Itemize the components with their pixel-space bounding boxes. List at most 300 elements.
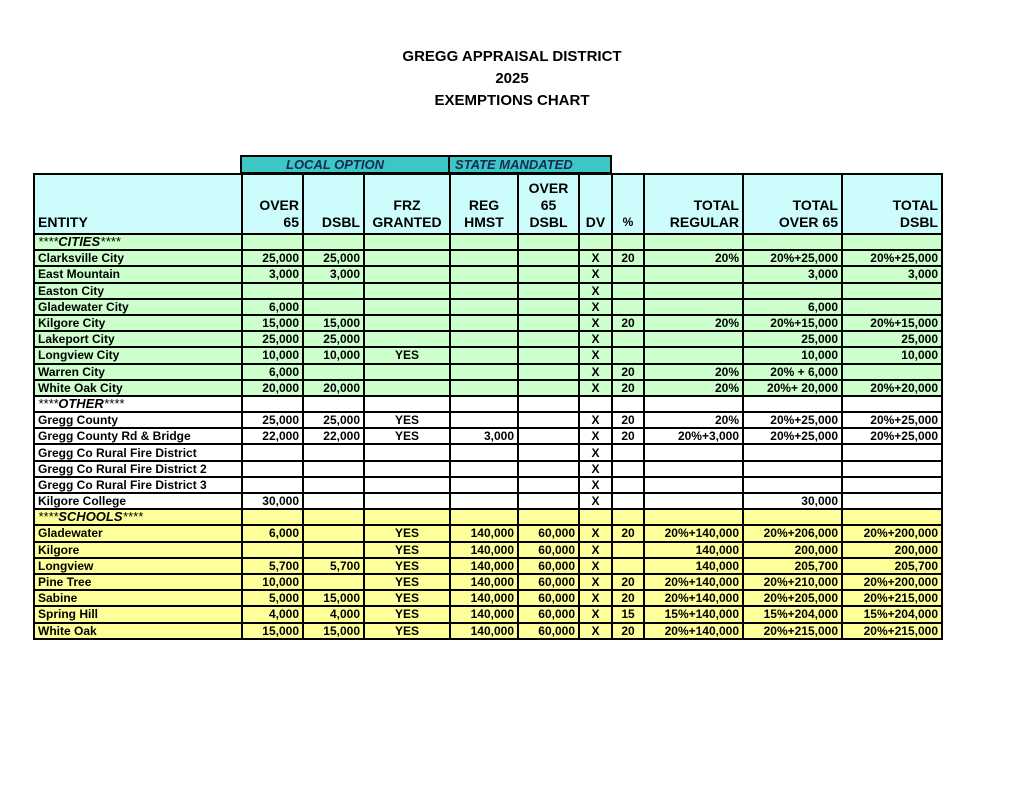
header-frz-granted [364,174,450,234]
cell-total-regular [644,347,743,363]
cell-over65-dsbl [518,331,579,347]
section-label-text: CITIES [58,234,101,250]
cell-frz [364,266,450,282]
cell-total-dsbl: 20%+200,000 [842,574,942,590]
cell-dsbl [303,493,364,509]
header-row [34,174,942,234]
local-option-band: LOCAL OPTION [240,155,450,174]
cell-frz [364,299,450,315]
empty-cell [450,234,518,250]
section-label-suffix: **** [122,509,143,525]
header-over65-dsbl [518,174,579,234]
cell-total-dsbl: 205,700 [842,558,942,574]
state-mandated-band: STATE MANDATED [448,155,612,174]
cell-total-regular [644,283,743,299]
cell-frz [364,364,450,380]
cell-total-dsbl: 20%+215,000 [842,590,942,606]
cell-entity: Easton City [34,283,242,299]
cell-total-regular [644,444,743,460]
cell-dsbl [303,574,364,590]
cell-pct [612,331,644,347]
cell-dv: X [579,623,612,639]
header-frz-line1: FRZ [393,197,421,213]
cell-frz [364,331,450,347]
cell-total-dsbl [842,461,942,477]
empty-cell [743,396,842,412]
header-o65d-line1: OVER [528,180,569,196]
cell-frz: YES [364,347,450,363]
table-row [34,250,942,266]
cell-dv: X [579,315,612,331]
header-over65 [242,174,303,234]
cell-total-regular [644,461,743,477]
cell-entity: Pine Tree [34,574,242,590]
cell-pct [612,477,644,493]
header-entity: ENTITY [34,174,242,234]
cell-total-regular: 20%+3,000 [644,428,743,444]
cell-entity: Gregg Co Rural Fire District 2 [34,461,242,477]
cell-over65: 15,000 [242,315,303,331]
header-tr-line2: REGULAR [669,214,739,230]
cell-total-over65: 15%+204,000 [743,606,842,622]
section-label-prefix: **** [38,395,59,411]
cell-over65 [242,461,303,477]
cell-over65-dsbl: 60,000 [518,606,579,622]
cell-total-dsbl: 10,000 [842,347,942,363]
header-reg-line1: REG [468,197,500,213]
cell-over65-dsbl [518,266,579,282]
document-subtitle: EXEMPTIONS CHART [434,92,590,109]
empty-cell [242,509,303,525]
cell-total-over65: 25,000 [743,331,842,347]
cell-pct: 20 [612,574,644,590]
cell-total-dsbl [842,299,942,315]
cell-total-regular [644,477,743,493]
cell-over65: 10,000 [242,574,303,590]
cell-frz [364,444,450,460]
cell-reg-hmst [450,283,518,299]
header-frz-line2: GRANTED [372,214,442,230]
cell-dsbl [303,283,364,299]
cell-dsbl: 25,000 [303,250,364,266]
cell-reg-hmst [450,315,518,331]
cell-total-over65: 20%+210,000 [743,574,842,590]
empty-cell [644,234,743,250]
cell-over65-dsbl [518,428,579,444]
cell-over65-dsbl: 60,000 [518,590,579,606]
cell-dv: X [579,347,612,363]
cell-dsbl [303,299,364,315]
cell-total-dsbl: 25,000 [842,331,942,347]
table-row [34,428,942,444]
table-row [34,444,942,460]
table-row [34,315,942,331]
cell-frz [364,315,450,331]
header-to-line1: TOTAL [792,197,838,213]
header-dv: DV [579,174,612,234]
cell-dv: X [579,283,612,299]
table-row [34,558,942,574]
cell-entity: Gladewater City [34,299,242,315]
cell-total-over65 [743,461,842,477]
cell-dv: X [579,444,612,460]
section-label-prefix: **** [38,509,59,525]
header-pct: % [612,174,644,234]
empty-cell [518,234,579,250]
cell-reg-hmst: 140,000 [450,606,518,622]
cell-total-over65: 3,000 [743,266,842,282]
cell-over65 [242,477,303,493]
section-label-suffix: **** [103,395,124,411]
cell-frz [364,477,450,493]
cell-pct [612,558,644,574]
cell-dv: X [579,412,612,428]
cell-over65: 25,000 [242,331,303,347]
cell-frz: YES [364,574,450,590]
cell-pct [612,283,644,299]
empty-cell [303,509,364,525]
cell-over65-dsbl [518,412,579,428]
cell-total-dsbl [842,444,942,460]
cell-over65-dsbl: 60,000 [518,558,579,574]
cell-total-regular: 140,000 [644,542,743,558]
cell-dv: X [579,574,612,590]
cell-reg-hmst [450,477,518,493]
cell-total-over65: 20%+ 20,000 [743,380,842,396]
cell-total-dsbl: 20%+25,000 [842,428,942,444]
cell-dv: X [579,299,612,315]
cell-total-over65 [743,283,842,299]
cell-over65-dsbl [518,299,579,315]
cell-over65-dsbl [518,444,579,460]
cell-frz [364,461,450,477]
section-label [34,509,242,525]
cell-dsbl: 15,000 [303,315,364,331]
cell-dv: X [579,477,612,493]
cell-over65: 6,000 [242,299,303,315]
cell-entity: Clarksville City [34,250,242,266]
cell-pct: 20 [612,364,644,380]
empty-cell [842,396,942,412]
cell-reg-hmst [450,493,518,509]
cell-pct: 20 [612,525,644,541]
cell-dsbl: 25,000 [303,331,364,347]
cell-total-dsbl [842,477,942,493]
cell-dsbl: 15,000 [303,590,364,606]
header-dsbl: DSBL [303,174,364,234]
cell-reg-hmst: 140,000 [450,542,518,558]
document-year: 2025 [495,70,529,87]
empty-cell [518,396,579,412]
cell-total-regular: 20% [644,250,743,266]
section-label [34,396,242,412]
cell-entity: Kilgore College [34,493,242,509]
cell-reg-hmst [450,299,518,315]
cell-over65-dsbl: 60,000 [518,542,579,558]
empty-cell [612,234,644,250]
empty-cell [364,509,450,525]
cell-reg-hmst [450,347,518,363]
header-total-dsbl [842,174,942,234]
cell-over65: 22,000 [242,428,303,444]
cell-over65: 15,000 [242,623,303,639]
cell-entity: Gregg County Rd & Bridge [34,428,242,444]
cell-total-regular [644,331,743,347]
cell-dsbl [303,444,364,460]
section-header-cities [34,234,942,250]
cell-reg-hmst: 140,000 [450,574,518,590]
cell-total-over65: 10,000 [743,347,842,363]
cell-over65-dsbl: 60,000 [518,574,579,590]
cell-dsbl: 5,700 [303,558,364,574]
cell-dsbl: 20,000 [303,380,364,396]
cell-dv: X [579,606,612,622]
cell-total-regular: 20% [644,315,743,331]
table-row [34,590,942,606]
cell-entity: Kilgore [34,542,242,558]
section-label-prefix: **** [38,234,59,250]
empty-cell [743,234,842,250]
cell-pct [612,542,644,558]
empty-cell [303,234,364,250]
cell-total-regular: 140,000 [644,558,743,574]
cell-over65-dsbl [518,477,579,493]
cell-pct: 20 [612,412,644,428]
cell-pct [612,461,644,477]
cell-frz: YES [364,412,450,428]
empty-cell [364,234,450,250]
cell-total-dsbl: 20%+25,000 [842,250,942,266]
empty-cell [612,396,644,412]
cell-dsbl: 3,000 [303,266,364,282]
cell-total-dsbl [842,283,942,299]
cell-over65: 25,000 [242,412,303,428]
section-label-text: OTHER [58,395,104,411]
cell-total-over65: 20%+15,000 [743,315,842,331]
header-reg-hmst [450,174,518,234]
cell-total-dsbl: 15%+204,000 [842,606,942,622]
cell-dsbl: 22,000 [303,428,364,444]
cell-over65-dsbl [518,380,579,396]
cell-frz [364,283,450,299]
document-title: GREGG APPRAISAL DISTRICT [402,48,622,65]
cell-pct: 20 [612,428,644,444]
cell-reg-hmst [450,364,518,380]
cell-total-over65: 20%+215,000 [743,623,842,639]
cell-dv: X [579,525,612,541]
table-row [34,461,942,477]
cell-reg-hmst [450,250,518,266]
cell-total-dsbl: 20%+20,000 [842,380,942,396]
cell-pct [612,444,644,460]
cell-dsbl [303,461,364,477]
cell-dsbl: 10,000 [303,347,364,363]
cell-entity: Sabine [34,590,242,606]
cell-entity: White Oak City [34,380,242,396]
cell-total-dsbl: 20%+25,000 [842,412,942,428]
empty-cell [612,509,644,525]
header-td-line1: TOTAL [892,197,938,213]
cell-total-over65: 30,000 [743,493,842,509]
cell-over65 [242,444,303,460]
cell-pct: 15 [612,606,644,622]
exemptions-table [33,173,943,640]
cell-pct: 20 [612,315,644,331]
cell-dv: X [579,266,612,282]
table-row [34,299,942,315]
cell-entity: Gregg Co Rural Fire District 3 [34,477,242,493]
cell-dsbl: 4,000 [303,606,364,622]
cell-total-over65: 20% + 6,000 [743,364,842,380]
cell-total-regular [644,493,743,509]
cell-dv: X [579,250,612,266]
cell-reg-hmst: 140,000 [450,558,518,574]
cell-entity: Lakeport City [34,331,242,347]
cell-pct: 20 [612,250,644,266]
cell-total-over65 [743,444,842,460]
cell-entity: East Mountain [34,266,242,282]
cell-over65: 20,000 [242,380,303,396]
cell-dv: X [579,428,612,444]
cell-dsbl [303,542,364,558]
cell-entity: Gregg Co Rural Fire District [34,444,242,460]
cell-total-over65: 6,000 [743,299,842,315]
cell-dv: X [579,461,612,477]
cell-over65: 5,000 [242,590,303,606]
cell-entity: Gladewater [34,525,242,541]
cell-reg-hmst: 140,000 [450,623,518,639]
cell-over65: 5,700 [242,558,303,574]
cell-frz: YES [364,428,450,444]
table-row [34,347,942,363]
cell-reg-hmst [450,266,518,282]
cell-pct: 20 [612,623,644,639]
empty-cell [303,396,364,412]
cell-reg-hmst [450,412,518,428]
cell-total-regular: 20%+140,000 [644,574,743,590]
table-row [34,525,942,541]
header-reg-line2: HMST [464,214,504,230]
cell-frz: YES [364,542,450,558]
cell-frz [364,380,450,396]
table-row [34,574,942,590]
cell-over65: 30,000 [242,493,303,509]
cell-over65-dsbl: 60,000 [518,623,579,639]
cell-total-regular: 20% [644,380,743,396]
table-row [34,364,942,380]
cell-total-over65: 20%+206,000 [743,525,842,541]
cell-entity: White Oak [34,623,242,639]
cell-frz [364,250,450,266]
cell-frz: YES [364,606,450,622]
cell-entity: Warren City [34,364,242,380]
section-label [34,234,242,250]
cell-over65-dsbl [518,250,579,266]
cell-total-dsbl: 200,000 [842,542,942,558]
cell-dv: X [579,542,612,558]
header-total-regular [644,174,743,234]
cell-reg-hmst: 140,000 [450,525,518,541]
cell-reg-hmst: 3,000 [450,428,518,444]
empty-cell [242,234,303,250]
cell-over65-dsbl [518,315,579,331]
cell-dsbl: 15,000 [303,623,364,639]
table-row [34,266,942,282]
section-label-text: SCHOOLS [58,509,123,525]
section-label-suffix: **** [100,234,121,250]
cell-pct: 20 [612,590,644,606]
cell-frz: YES [364,558,450,574]
cell-dv: X [579,331,612,347]
cell-over65-dsbl [518,283,579,299]
empty-cell [743,509,842,525]
cell-entity: Gregg County [34,412,242,428]
empty-cell [364,396,450,412]
table-row [34,380,942,396]
cell-dv: X [579,380,612,396]
cell-total-dsbl: 3,000 [842,266,942,282]
empty-cell [842,509,942,525]
cell-entity: Spring Hill [34,606,242,622]
cell-over65-dsbl: 60,000 [518,525,579,541]
cell-total-over65: 20%+25,000 [743,412,842,428]
cell-over65: 3,000 [242,266,303,282]
cell-frz: YES [364,525,450,541]
cell-total-dsbl: 20%+215,000 [842,623,942,639]
cell-total-dsbl [842,364,942,380]
cell-dv: X [579,364,612,380]
table-row [34,477,942,493]
empty-cell [579,396,612,412]
cell-over65 [242,283,303,299]
cell-over65: 6,000 [242,364,303,380]
cell-total-regular: 20% [644,412,743,428]
cell-total-dsbl: 20%+15,000 [842,315,942,331]
cell-dsbl [303,477,364,493]
cell-total-regular: 20%+140,000 [644,525,743,541]
cell-reg-hmst [450,380,518,396]
cell-total-over65 [743,477,842,493]
section-header-schools [34,509,942,525]
section-header-other [34,396,942,412]
empty-cell [518,509,579,525]
cell-total-regular: 15%+140,000 [644,606,743,622]
cell-total-dsbl: 20%+200,000 [842,525,942,541]
table-row [34,331,942,347]
cell-reg-hmst [450,444,518,460]
cell-entity: Kilgore City [34,315,242,331]
header-o65d-line2: 65 [540,197,557,213]
cell-over65 [242,542,303,558]
table-row [34,606,942,622]
empty-cell [644,396,743,412]
table-row [34,623,942,639]
cell-total-over65: 205,700 [743,558,842,574]
header-td-line2: DSBL [899,214,938,230]
cell-over65: 25,000 [242,250,303,266]
cell-reg-hmst [450,331,518,347]
cell-dv: X [579,558,612,574]
cell-over65: 6,000 [242,525,303,541]
cell-total-regular: 20%+140,000 [644,623,743,639]
cell-frz: YES [364,623,450,639]
cell-pct: 20 [612,380,644,396]
cell-entity: Longview City [34,347,242,363]
cell-dsbl [303,364,364,380]
cell-entity: Longview [34,558,242,574]
cell-total-regular [644,299,743,315]
header-total-over65 [743,174,842,234]
